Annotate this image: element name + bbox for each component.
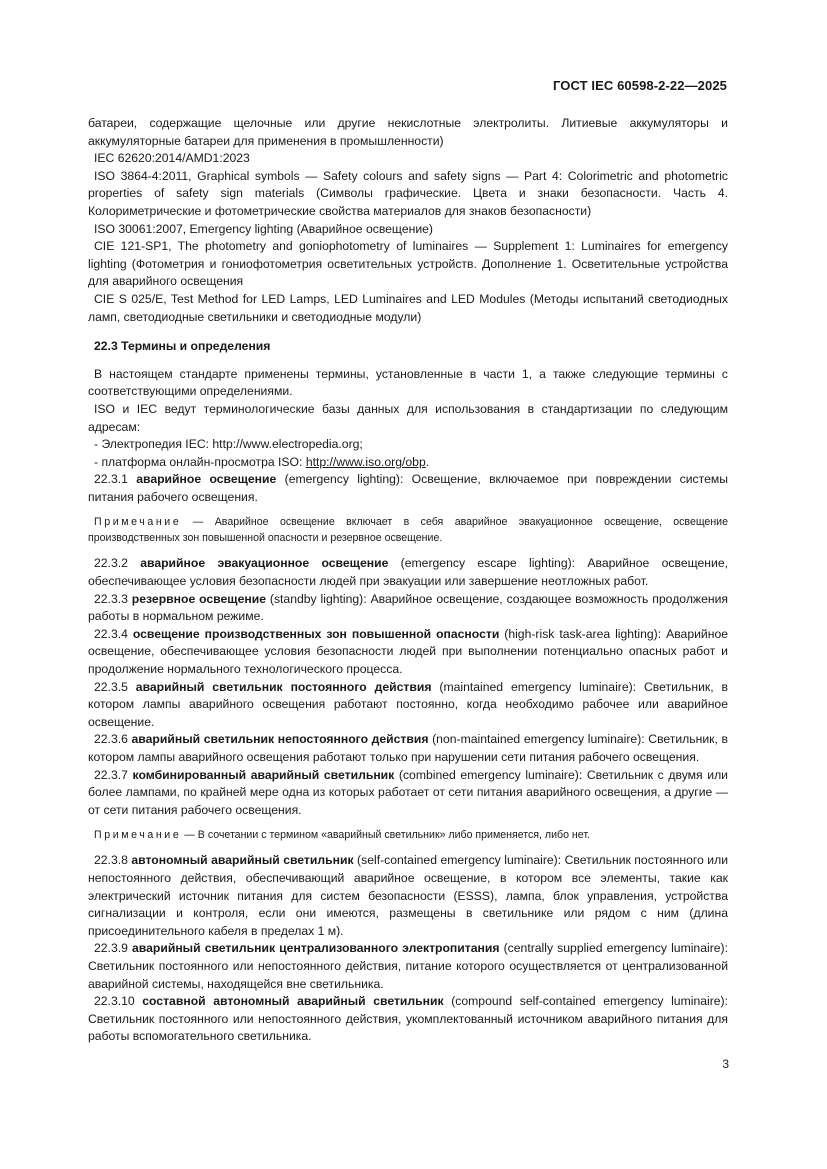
note-label: Примечание bbox=[94, 829, 182, 842]
term-definition bbox=[88, 940, 728, 993]
reference-iso-30061: ISO 30061:2007, Emergency lighting (Аварийное освещение) bbox=[94, 221, 433, 236]
note-text: — Аварийное освещение включает в себя аварийное эвакуационное освещение, освещение производственных зон повышенной опасности и резервное освещение. bbox=[88, 516, 728, 545]
term-number: 22.3.6 bbox=[94, 732, 132, 747]
term-number: 22.3.7 bbox=[94, 767, 133, 782]
term-number: 22.3.2 bbox=[94, 556, 141, 571]
term-name: аварийный светильник непостоянного действия bbox=[131, 732, 429, 747]
term-text: (emergency escape lighting): Аварийное освещение, обеспечивающее условия безопасности людей при эвакуации или завершение неотложных работ. bbox=[88, 556, 728, 589]
term-name: аварийное эвакуационное освещение bbox=[140, 556, 389, 571]
section-intro: В настоящем стандарте применены термины, установленные в части 1, а также следующие термины с соответствующими определениями. bbox=[88, 366, 728, 399]
term-definition bbox=[88, 767, 728, 820]
term-name: автономный аварийный светильник bbox=[131, 853, 354, 868]
term-definition bbox=[88, 679, 728, 732]
term-definition bbox=[88, 555, 728, 590]
term-name: аварийный светильник централизованного электропитания bbox=[132, 941, 500, 956]
term-definition bbox=[88, 993, 728, 1046]
term-number: 22.3.1 bbox=[94, 472, 137, 487]
note-text: — В сочетании с термином «аварийный светильник» либо применяется, либо нет. bbox=[181, 829, 590, 842]
reference-continuation: батареи, содержащие щелочные или другие некислотные электролиты. Литиевые аккумуляторы и аккумуляторные батареи для применения в промышленности) bbox=[88, 116, 728, 148]
term-name: составной автономный аварийный светильник bbox=[142, 994, 444, 1009]
term-definition bbox=[88, 626, 728, 679]
note bbox=[88, 514, 728, 546]
reference-iec-62620: IEC 62620:2014/AMD1:2023 bbox=[94, 151, 250, 166]
term-text: (standby lighting): Аварийное освещение, создающее возможность продолжения работы в нормальном режиме. bbox=[88, 591, 728, 624]
term-text: (maintained emergency luminaire): Светильник, в котором лампы аварийного освещения работают постоянно, когда необходимо рабочее или аварийное освещение. bbox=[88, 679, 728, 729]
reference-cie-s025: CIE S 025/E, Test Method for LED Lamps, LED Luminaires and LED Modules (Методы испытаний светодиодных ламп, светодиодные светильники и светодиодные модули) bbox=[88, 291, 728, 324]
note-label: Примечание bbox=[94, 516, 182, 529]
term-name: аварийный светильник постоянного действия bbox=[135, 679, 432, 694]
reference-cie-121: CIE 121-SP1, The photometry and goniophotometry of luminaires — Supplement 1: Luminaires for emergency lighting (Фотометрия и гониофотометрия осветительных устройств. Дополнение 1. Осветительные устройства для аварийного освещения bbox=[88, 239, 728, 289]
term-text: (compound self-contained emergency luminaire): Светильник постоянного или непостоянного действия, укомплектованный источником аварийного питания для работы вспомогательного светильника. bbox=[88, 994, 728, 1044]
electropedia-link-item: - Электропедия IEC: http://www.electropedia.org; bbox=[94, 437, 363, 452]
iso-obp-suffix: . bbox=[425, 454, 430, 469]
terminology-databases-text: ISO и IEC ведут терминологические базы данных для использования в стандартизации по следующим адресам: bbox=[88, 401, 728, 434]
term-name: резервное освещение bbox=[131, 591, 266, 606]
page-number: 3 bbox=[722, 1057, 729, 1071]
term-number: 22.3.9 bbox=[94, 941, 132, 956]
reference-iso-3864: ISO 3864-4:2011, Graphical symbols — Safety colours and safety signs — Part 4: Colorimetric and photometric properties of safety sign materials (Символы графические. Цвета и знаки безопасности. Часть 4. Колориметрические и фотометрические свойства материалов для знаков безопасности) bbox=[88, 168, 728, 218]
section-heading: 22.3 Термины и определения bbox=[94, 339, 271, 354]
iso-obp-link-item bbox=[88, 454, 728, 472]
term-definition bbox=[88, 731, 728, 766]
term-text: (emergency lighting): Освещение, включаемое при повреждении системы питания рабочего освещения. bbox=[88, 472, 728, 504]
term-name: комбинированный аварийный светильник bbox=[132, 767, 395, 782]
term-number: 22.3.10 bbox=[94, 994, 143, 1009]
term-number: 22.3.8 bbox=[94, 853, 132, 868]
term-definition bbox=[88, 591, 728, 626]
iso-obp-prefix: - платформа онлайн-просмотра ISO: bbox=[94, 454, 306, 469]
term-number: 22.3.5 bbox=[94, 679, 136, 694]
term-text: (high-risk task-area lighting): Аварийное освещение, обеспечивающее условия безопасности людей при выполнении потенциально опасных работ и продолжение нормального технологического процесса. bbox=[88, 626, 728, 677]
term-text: (self-contained emergency luminaire): Светильник постоянного или непостоянного действия, обеспечивающий аварийное освещение, в котором все элементы, такие как электрический источник питания для систем безопасности (ESSS), лампа, блок управления, устройства сигнализации и контроля, если они имеются, размещены в светильнике или рядом с ним (длина присоединительного кабеля в пределах 1 м). bbox=[88, 853, 729, 938]
term-text: (combined emergency luminaire): Светильник с двумя или более лампами, по крайней мере одна из которых работает от сети питания аварийного освещения, а другие — от сети питания рабочего освещения. bbox=[88, 767, 728, 817]
page-content bbox=[88, 115, 728, 1046]
term-number: 22.3.3 bbox=[94, 591, 132, 606]
term-number: 22.3.4 bbox=[94, 626, 133, 641]
term-definition bbox=[88, 852, 728, 940]
document-id: ГОСТ IEC 60598-2-22—2025 bbox=[552, 78, 727, 93]
note bbox=[88, 827, 728, 843]
term-text: (centrally supplied emergency luminaire): Светильник постоянного или непостоянного действия, питание которого осуществляется от централизованной аварийной системы, находящейся вне светильника. bbox=[88, 941, 728, 991]
term-name: аварийное освещение bbox=[136, 472, 277, 487]
iso-obp-link[interactable]: http://www.iso.org/obp bbox=[305, 454, 426, 469]
term-text: (non-maintained emergency luminaire): Светильник, в котором лампы аварийного освещения работают только при нарушении сети питания рабочего освещения. bbox=[88, 732, 728, 764]
term-name: освещение производственных зон повышенной опасности bbox=[132, 626, 500, 641]
term-definition bbox=[88, 471, 728, 506]
